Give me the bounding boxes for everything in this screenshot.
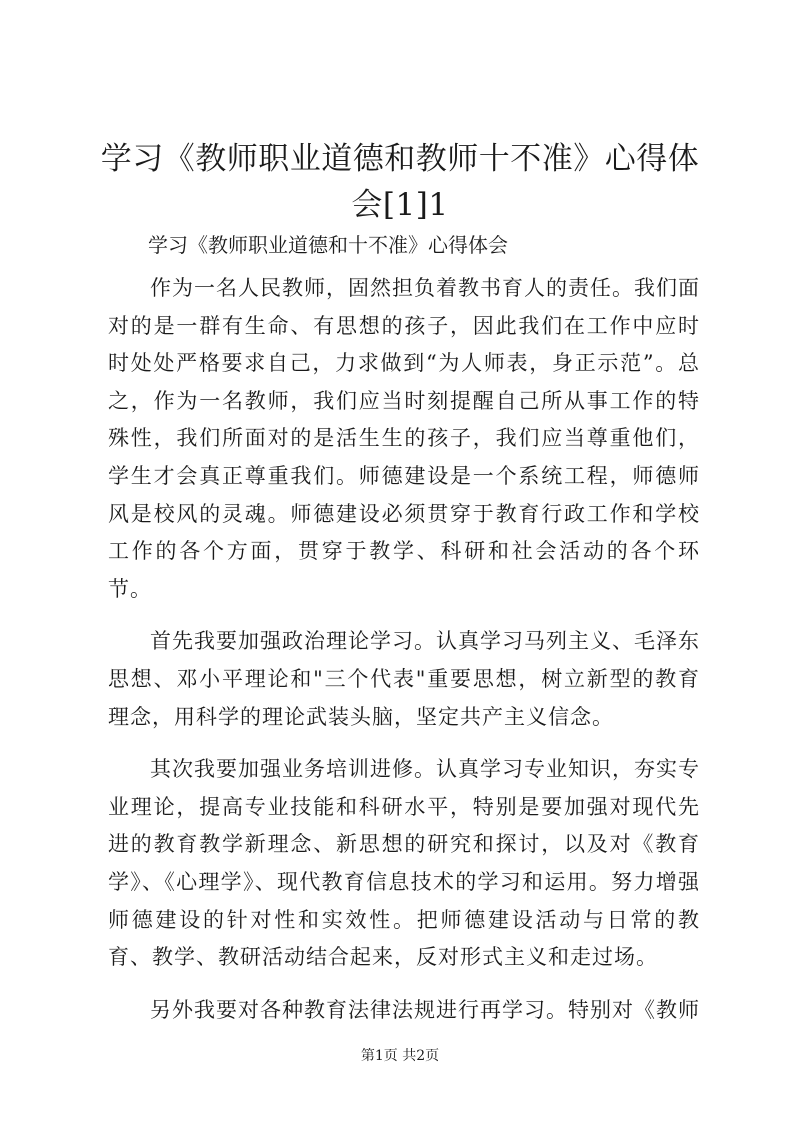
document-body <box>108 270 700 1044</box>
paragraph: 首先我要加强政治理论学习。认真学习马列主义、毛泽东思想、邓小平理论和"三个代表"重要思想，树立新型的教育理念，用科学的理论武装头脑，坚定共产主义信念。 <box>108 629 700 729</box>
document-title: 学习《教师职业道德和教师十不准》心得体会[1]1 <box>100 141 700 223</box>
page-number-footer: 第1页 共2页 <box>360 1048 440 1064</box>
paragraph: 另外我要对各种教育法律法规进行再学习。特别对《教师 <box>150 997 700 1022</box>
document-subtitle: 学习《教师职业道德和十不准》心得体会 <box>148 233 508 257</box>
paragraph: 作为一名人民教师，固然担负着教书育人的责任。我们面对的是一群有生命、有思想的孩子，因此我们在工作中应时时处处严格要求自己，力求做到“为人师表，身正示范”。总之，作为一名教师，我们应当时刻提醒自己所从事工作的特殊性，我们所面对的是活生生的孩子，我们应当尊重他们，学生才会真正尊重我们。师德建设是一个系统工程，师德师风是校风的灵魂。师德建设必须贯穿于教育行政工作和学校工作的各个方面，贯穿于教学、科研和社会活动的各个环节。 <box>108 276 700 601</box>
paragraph: 其次我要加强业务培训进修。认真学习专业知识，夯实专业理论，提高专业技能和科研水平，特别是要加强对现代先进的教育教学新理念、新思想的研究和探讨，以及对《教育学》、《心理学》、现代教育信息技术的学习和运用。努力增强师德建设的针对性和实效性。把师德建设活动与日常的教育、教学、教研活动结合起来，反对形式主义和走过场。 <box>108 757 700 970</box>
